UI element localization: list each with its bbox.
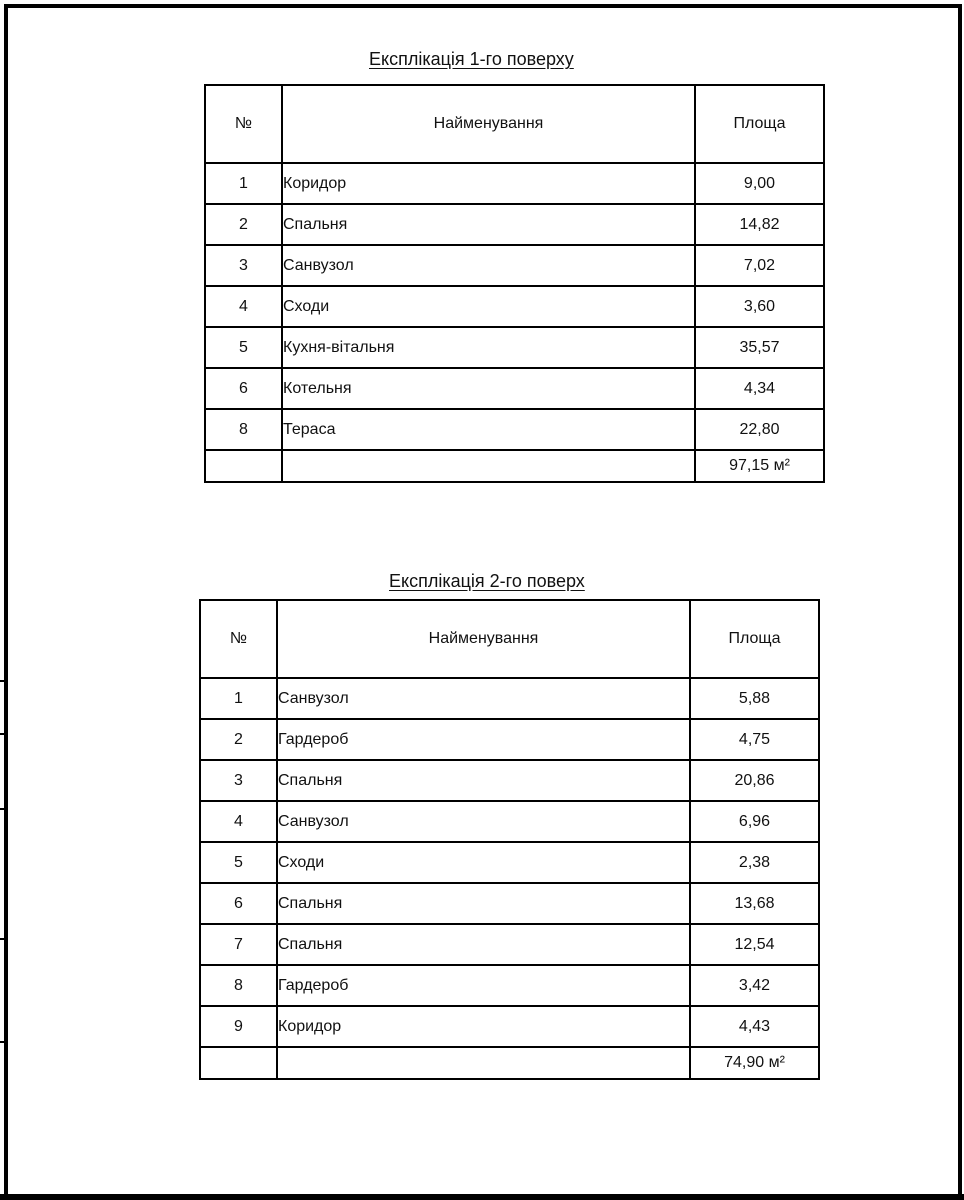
table-row [200,883,819,924]
table-header-row [205,85,824,163]
table-row [205,409,824,450]
margin-tick [0,938,8,940]
floor2-table [199,599,820,1080]
table-row [205,368,824,409]
table-row [205,204,824,245]
total-empty [282,450,695,482]
floor1-title: Експлікація 1-го поверху [369,49,574,69]
margin-tick [0,1041,8,1043]
row-area: 2,38 [690,842,819,883]
margin-tick [0,680,8,682]
row-name: Спальня [277,883,690,924]
row-name: Санвузол [282,245,695,286]
row-num: 4 [205,286,282,327]
bottom-edge [0,1194,964,1200]
row-name: Гардероб [277,965,690,1006]
header-area: Площа [695,85,824,163]
total-area: 74,90 м² [690,1047,819,1079]
row-area: 4,34 [695,368,824,409]
row-area: 3,42 [690,965,819,1006]
row-area: 35,57 [695,327,824,368]
row-area: 6,96 [690,801,819,842]
total-empty [200,1047,277,1079]
floor1-table [204,84,825,483]
row-name: Кухня-вітальня [282,327,695,368]
row-num: 8 [200,965,277,1006]
row-num: 9 [200,1006,277,1047]
row-name: Тераса [282,409,695,450]
row-area: 9,00 [695,163,824,204]
header-area: Площа [690,600,819,678]
row-num: 2 [200,719,277,760]
row-name: Санвузол [277,678,690,719]
table-row [200,760,819,801]
row-num: 6 [200,883,277,924]
row-name: Санвузол [277,801,690,842]
row-num: 4 [200,801,277,842]
row-area: 4,75 [690,719,819,760]
floor2-title: Експлікація 2-го поверх [389,571,585,591]
row-name: Котельня [282,368,695,409]
row-num: 2 [205,204,282,245]
row-area: 4,43 [690,1006,819,1047]
row-area: 5,88 [690,678,819,719]
table-header-row [200,600,819,678]
row-area: 3,60 [695,286,824,327]
header-num: № [200,600,277,678]
table-row [200,1006,819,1047]
row-num: 8 [205,409,282,450]
row-name: Сходи [282,286,695,327]
row-num: 5 [200,842,277,883]
row-name: Спальня [277,924,690,965]
table-row [205,286,824,327]
row-area: 13,68 [690,883,819,924]
margin-tick [0,733,8,735]
table-total-row [200,1047,819,1079]
header-name: Найменування [282,85,695,163]
table-row [205,245,824,286]
table-total-row [205,450,824,482]
row-num: 3 [205,245,282,286]
row-area: 12,54 [690,924,819,965]
row-num: 1 [205,163,282,204]
row-area: 22,80 [695,409,824,450]
row-num: 1 [200,678,277,719]
table-row [200,678,819,719]
row-area: 20,86 [690,760,819,801]
table-row [205,163,824,204]
total-empty [205,450,282,482]
row-name: Сходи [277,842,690,883]
row-num: 7 [200,924,277,965]
total-area: 97,15 м² [695,450,824,482]
table-row [200,924,819,965]
header-num: № [205,85,282,163]
row-name: Гардероб [277,719,690,760]
table-row [200,801,819,842]
row-name: Спальня [277,760,690,801]
total-empty [277,1047,690,1079]
row-num: 3 [200,760,277,801]
row-area: 7,02 [695,245,824,286]
table-row [200,965,819,1006]
row-area: 14,82 [695,204,824,245]
table-row [205,327,824,368]
header-name: Найменування [277,600,690,678]
table-row [200,719,819,760]
row-num: 5 [205,327,282,368]
row-name: Спальня [282,204,695,245]
margin-tick [0,808,8,810]
row-name: Коридор [282,163,695,204]
row-name: Коридор [277,1006,690,1047]
row-num: 6 [205,368,282,409]
table-row [200,842,819,883]
